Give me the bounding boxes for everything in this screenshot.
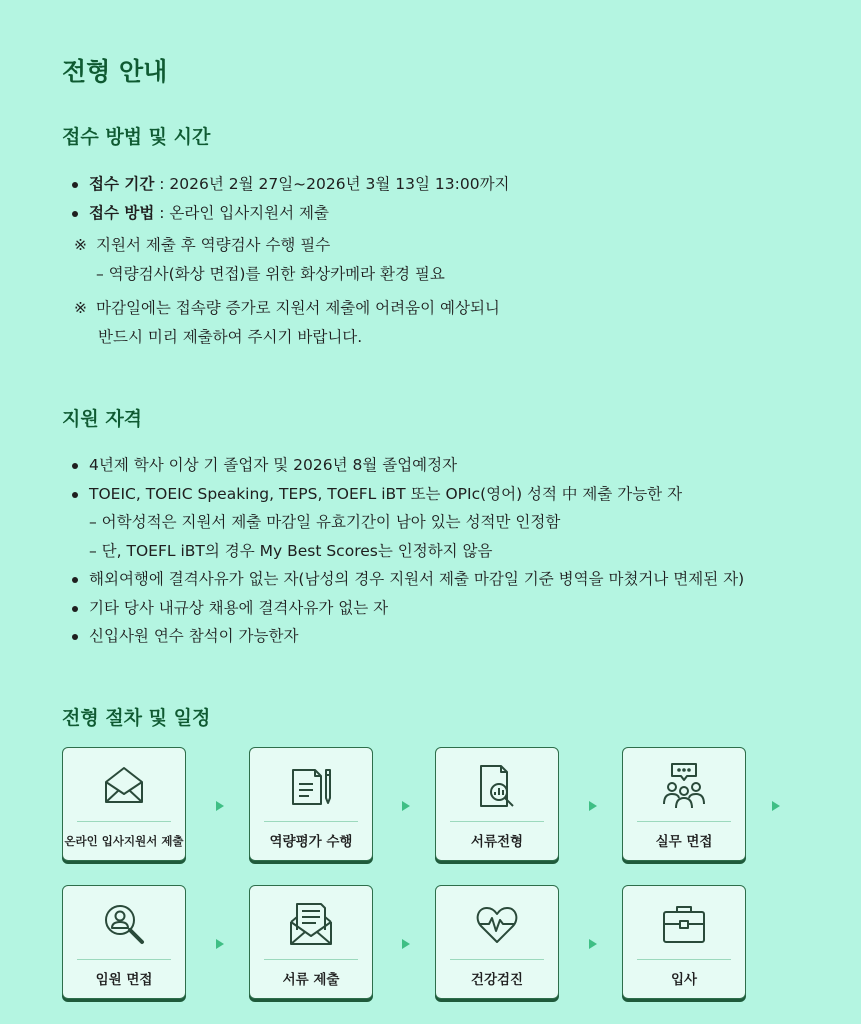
arrow-icon [402, 939, 410, 949]
list-sub-item: – 어학성적은 지원서 제출 마감일 유효기간이 남아 있는 성적만 인정함 [89, 513, 561, 531]
list-item: 기타 당사 내규상 채용에 결격사유가 없는 자 [70, 594, 744, 623]
arrow-icon [216, 939, 224, 949]
note-text: 마감일에는 접속량 증가로 지원서 제출에 어려움이 예상되니 [96, 299, 500, 317]
list-item: 4년제 학사 이상 기 졸업자 및 2026년 8월 졸업예정자 [70, 451, 744, 480]
arrow-icon [772, 801, 780, 811]
arrow-icon [402, 801, 410, 811]
step-label: 역량평가 수행 [269, 834, 353, 850]
heart-pulse-icon [436, 900, 558, 950]
list-item [70, 170, 510, 199]
arrow-icon [216, 801, 224, 811]
step-card-working-interview [622, 747, 746, 861]
step-label: 건강검진 [470, 972, 524, 988]
step-card-onboarding [622, 885, 746, 999]
note-list-1 [74, 231, 445, 289]
method-value: : 온라인 입사지원서 제출 [154, 203, 329, 222]
section-title-application: 접수 방법 및 시간 [62, 126, 211, 148]
step-label: 실무 면접 [655, 834, 713, 850]
step-label: 온라인 입사지원서 제출 [64, 834, 184, 848]
note-list-2 [74, 294, 500, 352]
note-sub-item [74, 260, 445, 289]
note-text: 지원서 제출 후 역량검사 수행 필수 [96, 236, 331, 254]
arrow-icon [589, 801, 597, 811]
note-mark: ※ [74, 299, 87, 317]
application-info-list [70, 170, 510, 227]
group-interview-icon [623, 762, 745, 812]
person-search-icon [63, 900, 185, 950]
list-sub-item: – 단, TOEFL iBT의 경우 My Best Scores는 인정하지 않음 [89, 541, 493, 560]
step-card-executive-interview [62, 885, 186, 999]
step-card-health-checkup [435, 885, 559, 999]
document-search-icon [436, 762, 558, 812]
step-label: 입사 [670, 972, 698, 988]
mail-document-icon [250, 900, 372, 950]
list-item [70, 199, 510, 228]
step-card-document-screening [435, 747, 559, 861]
note-item-continuation [74, 323, 500, 352]
note-item [74, 231, 445, 260]
note-item [74, 294, 500, 323]
step-label: 서류전형 [470, 834, 524, 850]
arrow-icon [589, 939, 597, 949]
list-item: 신입사원 연수 참석이 가능한자 [70, 622, 744, 651]
step-card-competency-test [249, 747, 373, 861]
note-mark: ※ [74, 236, 87, 254]
section-title-qualification: 지원 자격 [62, 408, 143, 430]
note-text: 반드시 미리 제출하여 주시기 바랍니다. [98, 328, 363, 346]
document-pen-icon [250, 762, 372, 812]
step-card-online-application [62, 747, 186, 861]
period-label: 접수 기간 [89, 175, 155, 193]
step-label: 임원 면접 [95, 972, 153, 988]
section-title-process: 전형 절차 및 일정 [62, 707, 211, 729]
method-label: 접수 방법 [89, 203, 155, 222]
list-item: 해외여행에 결격사유가 없는 자(남성의 경우 지원서 제출 마감일 기준 병역을 마쳤거나 면제된 자) [70, 565, 744, 594]
list-item: TOEIC, TOEIC Speaking, TEPS, TOEFL iBT 또는 OPIc(영어) 성적 中 제출 가능한 자 [70, 480, 744, 509]
briefcase-icon [623, 900, 745, 950]
step-card-document-submission [249, 885, 373, 999]
envelope-icon [63, 762, 185, 812]
qualification-list [70, 451, 744, 651]
note-sub-text: – 역량검사(화상 면접)를 위한 화상카메라 환경 필요 [96, 265, 445, 283]
page-title: 전형 안내 [62, 57, 168, 86]
step-label: 서류 제출 [282, 972, 340, 988]
period-value: : 2026년 2월 27일~2026년 3월 13일 13:00까지 [154, 175, 510, 193]
